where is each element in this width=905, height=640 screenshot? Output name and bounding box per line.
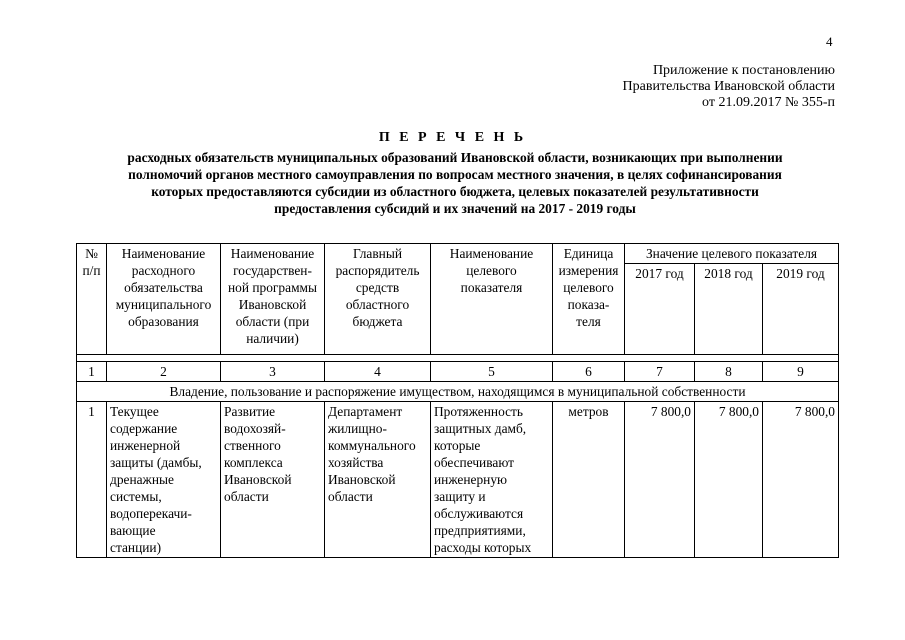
section-title: Владение, пользование и распоряжение имуществом, находящимся в муниципальной собственности (77, 382, 839, 402)
section-row (77, 382, 839, 402)
row-value-2017: 7 800,0 (625, 402, 695, 558)
row-program: Развитие водохозяй- ственного комплекса Ивановской области (221, 402, 325, 558)
column-number: 4 (325, 362, 431, 382)
row-value-2018: 7 800,0 (695, 402, 763, 558)
row-unit: метров (553, 402, 625, 558)
subtitle-line: полномочий органов местного самоуправления по вопросам местного значения, в целях софинансирования (128, 167, 782, 182)
row-manager: Департамент жилищно- коммунального хозяйства Ивановской области (325, 402, 431, 558)
table-row (77, 402, 839, 558)
header-program: Наименование государствен- ной программы Ивановской области (при наличии) (221, 244, 325, 355)
column-number: 9 (763, 362, 839, 382)
column-number: 2 (107, 362, 221, 382)
column-number: 6 (553, 362, 625, 382)
page-number: 4 (826, 34, 833, 49)
header-year-2018: 2018 год (695, 264, 763, 355)
row-obligation: Текущее содержание инженерной защиты (дамбы, дренажные системы, водоперекачи- вающие станции) (107, 402, 221, 558)
subtitle-line: расходных обязательств муниципальных образований Ивановской области, возникающих при выполнении (127, 150, 783, 165)
header-row (77, 244, 839, 264)
row-value-2019: 7 800,0 (763, 402, 839, 558)
header-year-2019: 2019 год (763, 264, 839, 355)
header-manager: Главный распорядитель средств областного бюджета (325, 244, 431, 355)
appendix-line: Приложение к постановлению (652, 63, 835, 78)
subtitle-line: предоставления субсидий и их значений на 2017 - 2019 годы (274, 201, 636, 216)
column-numbers-row (77, 362, 839, 382)
header-indicator: Наименование целевого показателя (431, 244, 553, 355)
header-num: № п/п (77, 244, 107, 355)
obligations-table (76, 243, 839, 558)
appendix-line: Правительства Ивановской области (622, 79, 835, 94)
column-number: 5 (431, 362, 553, 382)
subtitle-line: которых предоставляются субсидии из областного бюджета, целевых показателей результативности (151, 184, 759, 199)
header-unit: Единица измерения целевого показа- теля (553, 244, 625, 355)
header-value-group: Значение целевого показателя (625, 244, 839, 264)
appendix-block (505, 63, 835, 111)
column-number: 3 (221, 362, 325, 382)
column-number: 7 (625, 362, 695, 382)
column-number: 1 (77, 362, 107, 382)
row-indicator: Протяженность защитных дамб, которые обеспечивают инженерную защиту и обслуживаются предприятиями, расходы которых (431, 402, 553, 558)
document-title: П Е Р Е Ч Е Н Ь (378, 130, 527, 145)
appendix-line: от 21.09.2017 № 355-п (702, 95, 835, 110)
header-year-2017: 2017 год (625, 264, 695, 355)
column-number: 8 (695, 362, 763, 382)
header-obligation: Наименование расходного обязательства муниципального образования (107, 244, 221, 355)
document-subtitle (60, 149, 850, 217)
row-number: 1 (77, 402, 107, 558)
